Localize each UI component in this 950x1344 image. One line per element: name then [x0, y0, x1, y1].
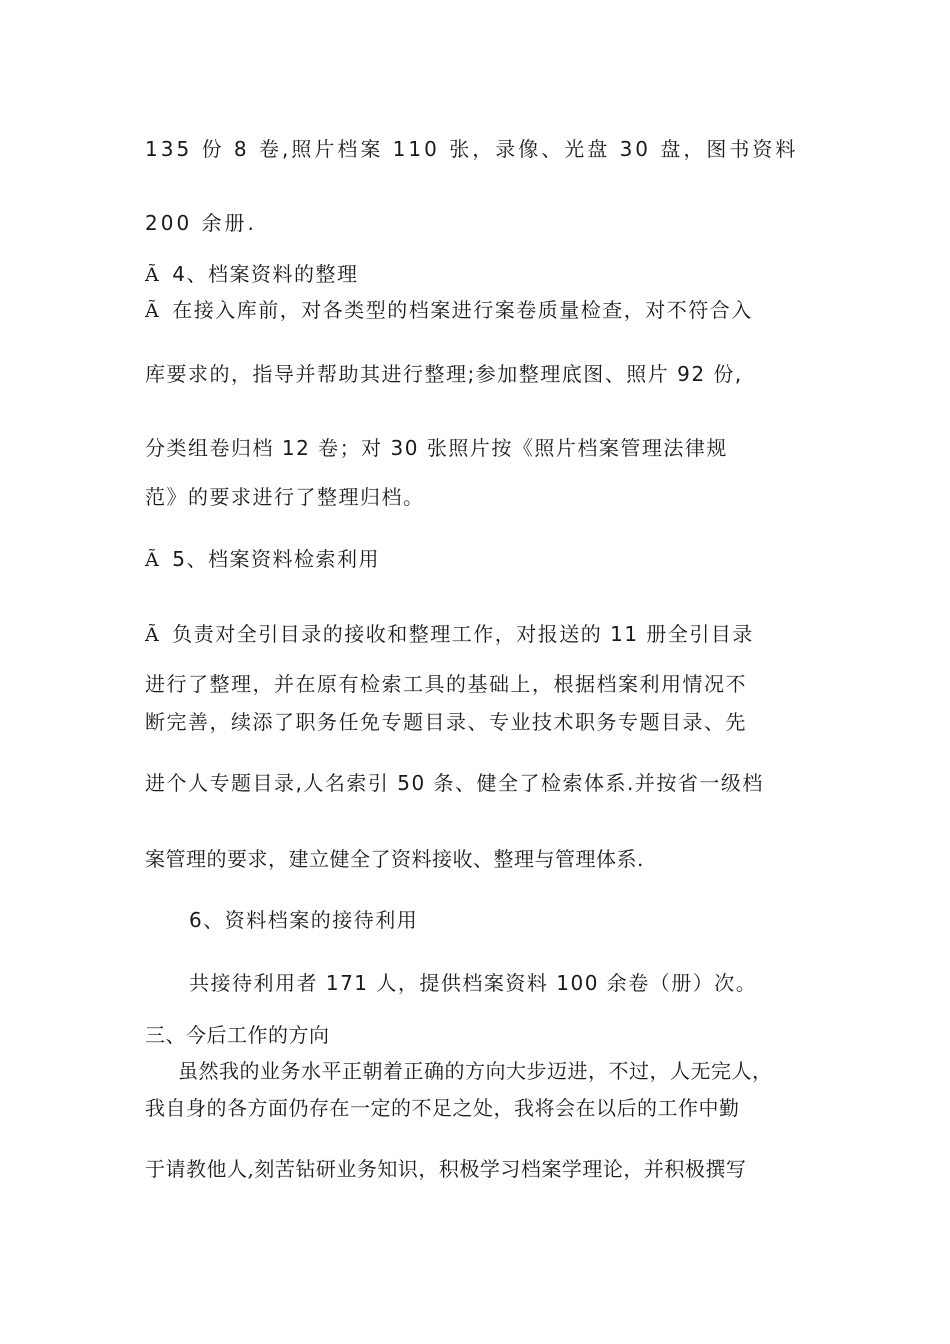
text-line-12: 进个人专题目录,人名索引 50 条、健全了检索体系.并按省一级档	[145, 771, 764, 795]
text-line-10: 进行了整理，并在原有检索工具的基础上，根据档案利用情况不	[145, 672, 747, 696]
bullet-marker: Ã	[145, 549, 161, 571]
text-line-4	[145, 297, 753, 324]
text-line-5: 库要求的，指导并帮助其进行整理;参加整理底图、照片 92 份,	[145, 362, 743, 386]
text-line-15: 共接待利用者 171 人，提供档案资料 100 余卷（册）次。	[189, 971, 758, 995]
bullet-marker: Ã	[145, 624, 161, 646]
text-line-11: 断完善，续添了职务任免专题目录、专业技术职务专题目录、先	[145, 710, 747, 734]
paragraph-text: 负责对全引目录的接收和整理工作，对报送的 11 册全引目录	[172, 622, 754, 646]
text-line-7: 范》的要求进行了整理归档。	[145, 485, 425, 509]
heading-text: 5、档案资料检索利用	[172, 547, 380, 571]
text-line-9	[145, 621, 754, 648]
bullet-marker: Ã	[145, 300, 161, 322]
section-heading-6: 6、资料档案的接待利用	[189, 908, 419, 932]
heading-text: 4、档案资料的整理	[172, 262, 359, 286]
text-line-1: 135 份 8 卷,照片档案 110 张，录像、光盘 30 盘，图书资料	[145, 137, 799, 161]
text-line-18: 我自身的各方面仍存在一定的不足之处，我将会在以后的工作中勤	[145, 1096, 740, 1120]
text-line-6: 分类组卷归档 12 卷；对 30 张照片按《照片档案管理法律规	[145, 436, 728, 460]
paragraph-text: 在接入库前，对各类型的档案进行案卷质量检查，对不符合入	[172, 298, 753, 322]
section-heading-5	[145, 546, 380, 573]
text-line-2: 200 余册.	[145, 211, 257, 235]
text-line-13: 案管理的要求，建立健全了资料接收、整理与管理体系.	[145, 847, 644, 871]
text-line-17: 虽然我的业务水平正朝着正确的方向大步迈进，不过，人无完人，	[178, 1059, 773, 1083]
text-line-19: 于请教他人,刻苦钻研业务知识，积极学习档案学理论，并积极撰写	[145, 1157, 747, 1181]
bullet-marker: Ã	[145, 264, 161, 286]
section-heading-4	[145, 261, 358, 288]
section-heading-future: 三、今后工作的方向	[145, 1023, 330, 1047]
